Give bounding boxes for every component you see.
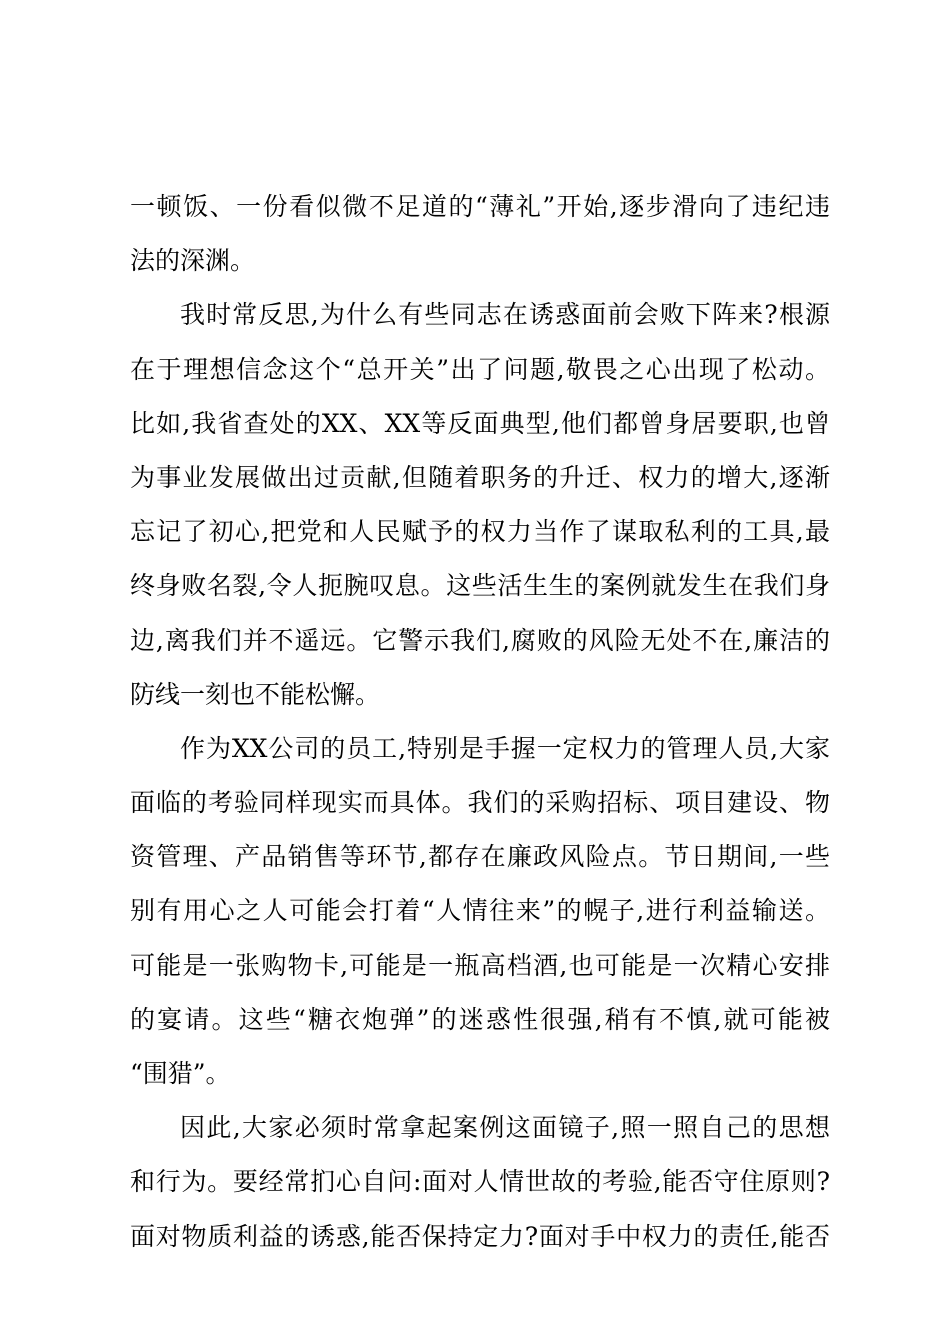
paragraph-1 [130,180,830,288]
text-line: “围猎”。 [130,1059,231,1088]
text-line: 法的深渊。 [130,246,256,276]
paragraph-2 [130,288,830,722]
text-line: 的宴请。这些“糖衣炮弹”的迷惑性很强,稍有不慎,就可能被 [130,1004,830,1034]
text-line: 作为XX公司的员工,特别是手握一定权力的管理人员,大家 [180,733,830,763]
text-line: 忘记了初心,把党和人民赋予的权力当作了谋取私利的工具,最 [130,517,830,547]
text-line: 面临的考验同样现实而具体。我们的采购招标、项目建设、物 [130,788,830,818]
text-line: 比如,我省查处的XX、XX等反面典型,他们都曾身居要职,也曾 [130,408,830,438]
text-line: 一顿饭、一份看似微不足道的“薄礼”开始,逐步滑向了违纪违 [130,192,830,221]
text-line: 别有用心之人可能会打着“人情往来”的幌子,进行利益输送。 [130,896,830,926]
paragraph-4 [130,1101,830,1264]
text-line: 因此,大家必须时常拿起案例这面镜子,照一照自己的思想 [180,1113,830,1143]
text-line: 防线一刻也不能松懈。 [130,679,381,709]
text-line: 我时常反思,为什么有些同志在诱惑面前会败下阵来?根源 [180,300,830,330]
text-line: 可能是一张购物卡,可能是一瓶高档酒,也可能是一次精心安排 [130,950,830,980]
text-line: 和行为。要经常扪心自问:面对人情世故的考验,能否守住原则? [130,1167,830,1197]
text-line: 面对物质利益的诱惑,能否保持定力?面对手中权力的责任,能否 [130,1221,830,1251]
text-line: 为事业发展做出过贡献,但随着职务的升迁、权力的增大,逐渐 [130,462,830,492]
text-line: 边,离我们并不遥远。它警示我们,腐败的风险无处不在,廉洁的 [130,625,830,655]
text-line: 资管理、产品销售等环节,都存在廉政风险点。节日期间,一些 [130,842,830,872]
document-body [130,180,830,1264]
text-line: 在于理想信念这个“总开关”出了问题,敬畏之心出现了松动。 [130,354,830,384]
text-line: 终身败名裂,令人扼腕叹息。这些活生生的案例就发生在我们身 [130,571,830,601]
paragraph-3 [130,722,830,1101]
